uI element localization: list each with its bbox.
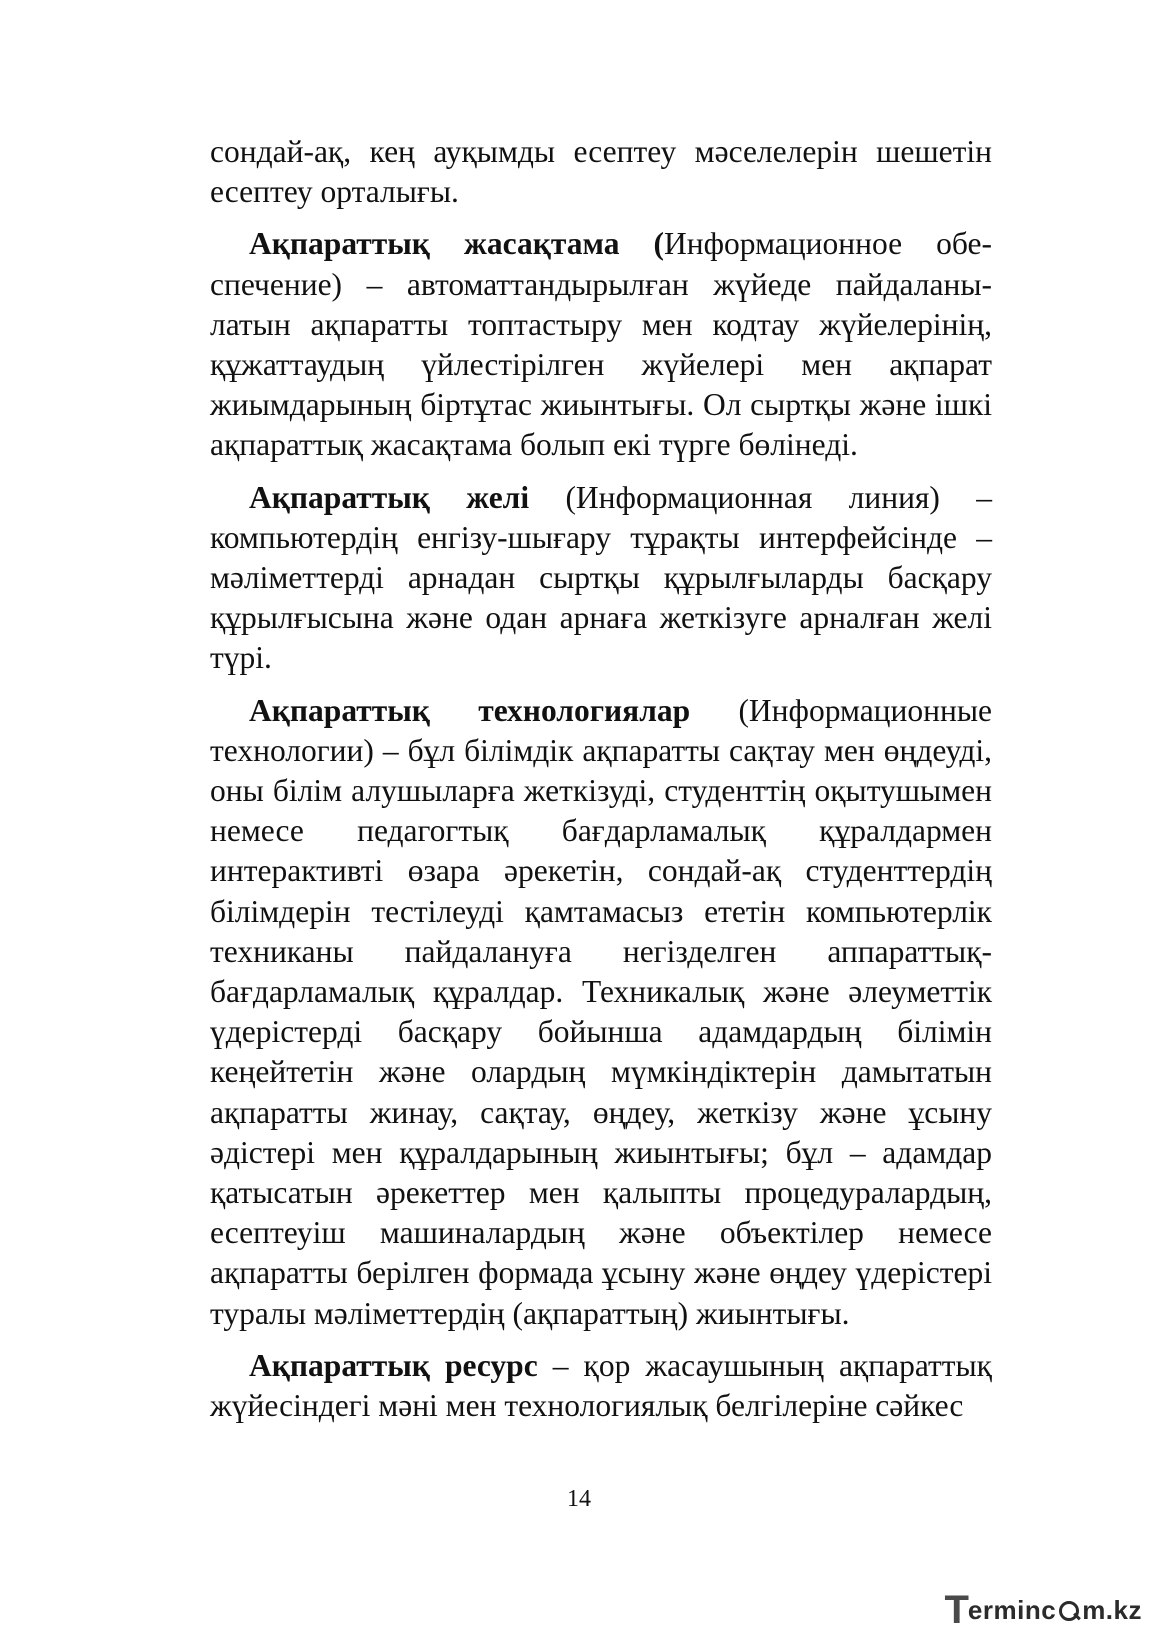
paragraph-text: Информационное обеспечение) – автоматтандырылған жүйеде пайдаланылатын ақпаратты топтастыру мен кодтау жүйелерінің, құжаттаудың үйлестірілген жүйелері мен ақпарат жиымдарының біртұтас жиынтығы. Ол сыртқы және ішкі ақпараттық жасақтама болып екі түрге бөлінеді. [210,226,992,463]
paragraph-akparattyk-zheli [210,478,992,679]
page-number: 14 [567,1486,591,1512]
paragraph-akparattyk-zhasaktama [210,224,992,465]
paragraph-text: (Информационная линия) – компьютердің енгізу-шығару тұрақты интерфейсінде – мәліметтерді арнадан сыртқы құрылғыларды басқару құрылғысына және одан арнаға жеткізуге арналған желі түрі. [210,479,992,676]
paragraph-continuation [210,132,992,212]
paragraph-akparattyk-tehnologiyalar [210,691,992,1334]
paragraph-text: (Информационные технологии) – бұл білімдік ақпаратты сақтау мен өңдеуді, оны білім алушыларға жеткізуді, студенттің оқытушымен немесе педагогтық бағдарламалық құралдармен интерактивті өзара әрекетін, сондай-ақ студенттердің білімдерін тестілеуді қамтамасыз ететін компьютерлік техниканы пайдалануға негізделген аппараттық-бағдарламалық құралдар. Техникалық және әлеуметтік үдерістерді басқару бойынша адамдардың білімін кеңейтетін және олардың мүмкіндіктерін дамытатын ақпаратты жинау, сақтау, өңдеу, жеткізу және ұсыну әдістері мен құралдарының жиынтығы; бұл – адамдар қатысатын әрекеттер мен қалыпты процедуралардың, есептеуіш машиналардың және объектілер немесе ақпаратты берілген формада ұсыну және өңдеу үдерістері туралы мәліметтердің (ақпараттың) жиынтығы. [210,692,992,1331]
watermark-suffix: m.kz [1082,1594,1142,1625]
paragraph-akparattyk-resurs [210,1346,992,1426]
magnifier-icon [1057,1598,1081,1622]
logo-t-icon: T [944,1587,967,1632]
term-heading: Ақпараттық ресурс [249,1347,538,1383]
site-watermark [944,1587,1142,1632]
term-heading: Ақпараттық технологиялар [249,692,691,728]
term-heading: Ақпараттық желі [249,479,530,515]
document-page [210,132,992,1438]
paragraph-text: сондай-ақ, кең ауқымды есептеу мәселелерін шешетін есептеу орталығы. [210,134,992,210]
paragraph-text: – қор жасаушының ақпараттық жүйесіндегі мәні мен технологиялық белгілеріне сәйкес [210,1347,992,1424]
logo-c-glyph: c [1041,1594,1057,1625]
term-heading: Ақпараттық жасақтама ( [249,226,665,262]
watermark-prefix: ermin [967,1594,1042,1625]
